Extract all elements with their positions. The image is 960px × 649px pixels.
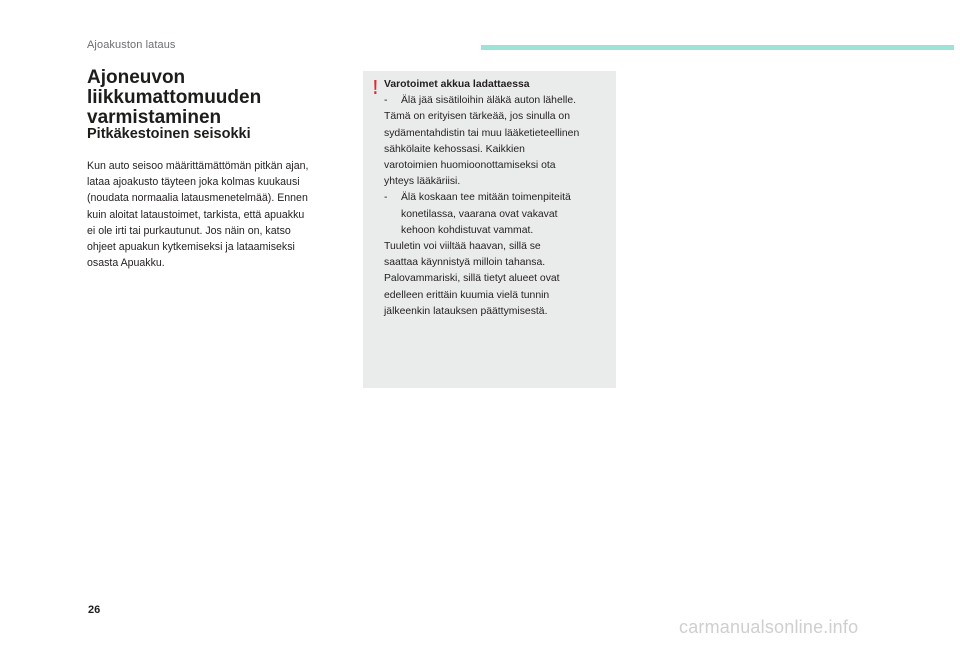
warning-line: edelleen erittäin kuumia vielä tunnin	[384, 289, 550, 301]
bullet-line: Älä jää sisätiloihin äläkä auton lähelle.	[401, 95, 577, 107]
warning-line: varotoimien huomioonottamiseksi ota	[384, 160, 556, 172]
warning-line: saattaa käynnistyä milloin tahansa.	[384, 257, 546, 269]
body-paragraph	[87, 158, 349, 271]
warning-line: sähkölaite kehossasi. Kaikkien	[384, 143, 525, 155]
body-line: osasta Apuakku.	[87, 257, 165, 270]
body-line: ohjeet apuakun kytkemiseksi ja lataamiseksi	[87, 241, 295, 254]
warning-content	[384, 77, 614, 320]
body-line: ei ole irti tai purkautunut. Jos näin on, katso	[87, 224, 291, 237]
warning-bullet	[384, 93, 614, 109]
page-heading-line: varmistaminen	[87, 107, 222, 128]
warning-bullet	[384, 190, 614, 239]
warning-line: Tämä on erityisen tärkeää, jos sinulla on	[384, 111, 570, 123]
body-line: Kun auto seisoo määrittämättömän pitkän ajan,	[87, 160, 309, 172]
warning-line: Tuuletin voi viiltää haavan, sillä se	[384, 241, 541, 253]
section-header-title: Ajoakuston lataus	[87, 39, 176, 51]
warning-line: Palovammariski, sillä tietyt alueet ovat	[384, 273, 560, 285]
section-header-rule	[481, 45, 954, 50]
body-line: (noudata normaalia latausmenetelmää). Ennen	[87, 192, 308, 205]
page-heading-line: Ajoneuvon	[87, 67, 186, 88]
warning-line: jälkeenkin latauksen päättymisestä.	[384, 305, 548, 317]
warning-paragraph	[384, 239, 614, 320]
bullet-dash: -	[384, 192, 388, 204]
bullet-line: kehoon kohdistuvat vammat.	[401, 224, 534, 236]
page-heading-line: liikkumattomuuden	[87, 87, 262, 108]
exclamation-icon: !	[372, 77, 378, 99]
warning-line: yhteys lääkäriisi.	[384, 176, 461, 188]
body-line: kuin aloitat lataustoimet, tarkista, että apuakku	[87, 208, 305, 221]
warning-title: Varotoimet akkua ladattaessa	[384, 79, 530, 90]
bullet-dash: -	[384, 95, 388, 107]
warning-box	[363, 71, 616, 388]
page-number: 26	[88, 604, 101, 616]
warning-paragraph	[384, 109, 614, 190]
page-subheading: Pitkäkestoinen seisokki	[87, 126, 251, 142]
body-line: lataa ajoakusto täyteen joka kolmas kuukausi	[87, 176, 300, 189]
bullet-line: Älä koskaan tee mitään toimenpiteitä	[401, 192, 571, 204]
watermark: carmanualsonline.info	[679, 617, 859, 637]
warning-line: sydämentahdistin tai muu lääketieteellinen	[384, 127, 580, 139]
bullet-line: konetilassa, vaarana ovat vakavat	[401, 208, 558, 220]
page-heading	[87, 68, 337, 128]
